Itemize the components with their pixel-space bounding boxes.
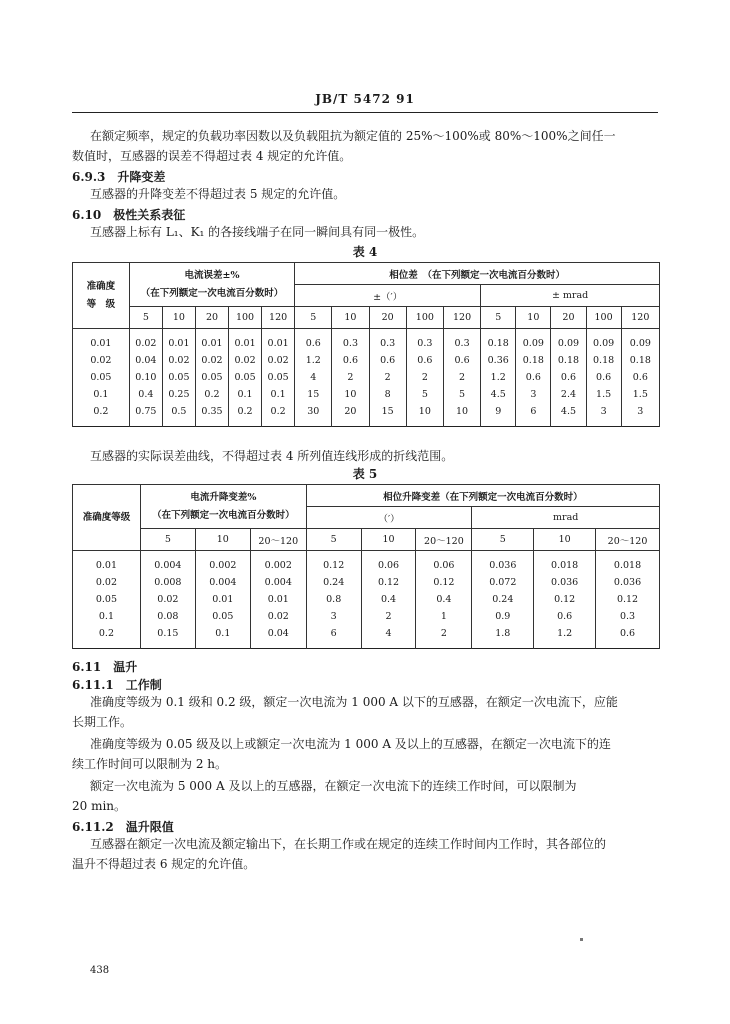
value-cell: 1.5 [621,386,659,403]
table-4-unit-mrad: ± mrad [481,285,660,307]
value-cell: 0.02 [129,329,162,353]
grade-cell: 0.01 [73,329,130,353]
paragraph-6-10: 互感器上标有 L₁、K₁ 的各接线端子在同一瞬间具有同一极性。 [90,225,425,239]
value-cell: 3 [586,403,621,427]
table5-mrad-percent-header: 10 [534,529,596,551]
value-cell: 0.004 [140,551,195,575]
value-cell: 0.8 [306,591,361,608]
value-cell: 0.18 [586,352,621,369]
value-cell: 0.06 [361,551,416,575]
paragraph-6-11-2-line-2: 温升不得超过表 6 规定的允许值。 [72,857,256,871]
grade-cell: 0.2 [73,403,130,427]
table-4-grade-header [73,263,130,329]
table-4-grade-label-2: 等 级 [86,298,116,310]
table4-min-percent-header: 5 [295,307,332,329]
value-cell: 10 [332,386,369,403]
table4-mrad-percent-header: 10 [516,307,551,329]
table5-mrad-percent-header: 5 [472,529,534,551]
value-cell: 0.02 [140,591,195,608]
value-cell: 0.3 [406,329,443,353]
value-cell: 1.8 [472,625,534,649]
value-cell: 6 [306,625,361,649]
value-cell: 0.35 [195,403,228,427]
value-cell: 0.1 [262,386,295,403]
value-cell: 0.6 [295,329,332,353]
document-header: JB/T 5472 91 [315,92,415,106]
paragraph-6-11-1-line-1: 准确度等级为 0.1 级和 0.2 级，额定一次电流为 1 000 A 以下的互感器，在额定一次电流下，应能 [90,695,618,709]
table-row [73,329,660,353]
value-cell: 0.072 [472,574,534,591]
table4-cur-percent-header: 120 [262,307,295,329]
table4-mrad-percent-header: 5 [481,307,516,329]
heading-6-11-1: 6.11.1 工作制 [72,678,162,692]
value-cell: 0.18 [516,352,551,369]
value-cell: 2 [416,625,472,649]
value-cell: 0.3 [332,329,369,353]
value-cell: 0.4 [416,591,472,608]
value-cell: 4 [295,369,332,386]
value-cell: 3 [621,403,659,427]
value-cell: 0.2 [195,386,228,403]
value-cell: 0.01 [262,329,295,353]
value-cell: 0.01 [195,591,250,608]
table-4-current-error-header [129,263,294,307]
value-cell: 8 [369,386,406,403]
table-5 [72,484,660,649]
value-cell: 0.3 [369,329,406,353]
table-row [73,369,660,386]
value-cell: 0.05 [262,369,295,386]
value-cell: 0.05 [195,608,250,625]
value-cell: 0.3 [596,608,660,625]
value-cell: 0.18 [621,352,659,369]
table4-min-percent-header: 100 [406,307,443,329]
value-cell: 2.4 [551,386,586,403]
value-cell: 0.3 [443,329,480,353]
value-cell: 2 [369,369,406,386]
table-row [73,403,660,427]
value-cell: 0.12 [416,574,472,591]
table-5-phase-header: 相位升降变差（在下列额定一次电流百分数时） [306,485,659,507]
value-cell: 1.2 [534,625,596,649]
value-cell: 0.1 [229,386,262,403]
value-cell: 0.6 [551,369,586,386]
table5-cur-percent-header: 5 [140,529,195,551]
paragraph-6-11-1-line-5: 额定一次电流为 5 000 A 及以上的互感器，在额定一次电流下的连续工作时间，可以限制为 [90,779,577,793]
value-cell: 0.6 [534,608,596,625]
value-cell: 0.12 [534,591,596,608]
table4-min-percent-header: 120 [443,307,480,329]
table4-mrad-percent-header: 120 [621,307,659,329]
paragraph-error-curve: 互感器的实际误差曲线，不得超过表 4 所列值连线形成的折线范围。 [90,449,454,463]
value-cell: 1.5 [586,386,621,403]
value-cell: 0.02 [262,352,295,369]
value-cell: 0.06 [416,551,472,575]
table5-min-percent-header: 10 [361,529,416,551]
value-cell: 5 [443,386,480,403]
table-4-caption: 表 4 [352,245,378,259]
value-cell: 2 [332,369,369,386]
value-cell: 9 [481,403,516,427]
table-row [73,352,660,369]
paragraph-load-line-1: 在额定频率，规定的负载功率因数以及负载阻抗为额定值的 25%～100%或 80%～100%之间任一 [90,129,616,143]
value-cell: 0.004 [195,574,250,591]
value-cell: 0.18 [481,329,516,353]
value-cell: 0.75 [129,403,162,427]
value-cell: 10 [406,403,443,427]
value-cell: 0.6 [516,369,551,386]
table-4-current-title: 电流误差±% [184,269,240,281]
value-cell: 6 [516,403,551,427]
value-cell: 0.6 [332,352,369,369]
value-cell: 0.09 [621,329,659,353]
table4-cur-percent-header: 20 [195,307,228,329]
value-cell: 0.036 [534,574,596,591]
value-cell: 0.01 [162,329,195,353]
grade-cell: 0.1 [73,386,130,403]
table4-cur-percent-header: 100 [229,307,262,329]
paragraph-6-11-1-line-6: 20 min。 [72,799,127,813]
heading-6-11-2: 6.11.2 温升限值 [72,820,174,834]
table4-cur-percent-header: 5 [129,307,162,329]
value-cell: 2 [361,608,416,625]
value-cell: 0.002 [195,551,250,575]
grade-cell: 0.05 [73,591,141,608]
heading-6-9-3: 6.9.3 升降变差 [72,170,166,184]
value-cell: 1.2 [481,369,516,386]
paragraph-6-11-2-line-1: 互感器在额定一次电流及额定输出下，在长期工作或在规定的连续工作时间内工作时，其各部位的 [90,837,607,851]
value-cell: 3 [306,608,361,625]
value-cell: 0.02 [162,352,195,369]
table-5-caption: 表 5 [352,467,378,481]
table-5-current-header [140,485,306,529]
value-cell: 0.36 [481,352,516,369]
table4-mrad-percent-header: 20 [551,307,586,329]
table-row [73,591,660,608]
table-row [73,386,660,403]
heading-6-10: 6.10 极性关系表征 [72,208,186,222]
table-4-grade-label-1: 准确度 [86,280,116,292]
value-cell: 0.12 [596,591,660,608]
page-number: 438 [90,965,110,976]
grade-cell: 0.2 [73,625,141,649]
value-cell: 0.01 [195,329,228,353]
paragraph-load-line-2: 数值时，互感器的误差不得超过表 4 规定的允许值。 [72,149,352,163]
value-cell: 1 [416,608,472,625]
value-cell: 2 [443,369,480,386]
value-cell: 0.04 [250,625,306,649]
table-4-unit-minutes: ±（′） [295,285,481,307]
value-cell: 0.18 [551,352,586,369]
value-cell: 0.04 [129,352,162,369]
value-cell: 0.1 [195,625,250,649]
value-cell: 0.002 [250,551,306,575]
table-row [73,608,660,625]
value-cell: 2 [406,369,443,386]
table4-min-percent-header: 10 [332,307,369,329]
value-cell: 0.24 [472,591,534,608]
header-rule [72,112,658,113]
value-cell: 5 [406,386,443,403]
value-cell: 0.01 [250,591,306,608]
value-cell: 0.05 [195,369,228,386]
table-4-current-subtitle: （在下列额定一次电流百分数时） [140,287,284,299]
paragraph-6-9-3: 互感器的升降变差不得超过表 5 规定的允许值。 [90,187,346,201]
value-cell: 0.036 [472,551,534,575]
table-4-phase-header: 相位差 （在下列额定一次电流百分数时） [295,263,660,285]
value-cell: 4 [361,625,416,649]
value-cell: 0.02 [229,352,262,369]
value-cell: 10 [443,403,480,427]
paragraph-6-11-1-line-3: 准确度等级为 0.05 级及以上或额定一次电流为 1 000 A 及以上的互感器，在额定一次电流下的连 [90,737,611,751]
value-cell: 0.6 [596,625,660,649]
value-cell: 0.6 [406,352,443,369]
grade-cell: 0.1 [73,608,141,625]
table5-min-percent-header: 5 [306,529,361,551]
value-cell: 30 [295,403,332,427]
value-cell: 0.12 [306,551,361,575]
value-cell: 20 [332,403,369,427]
grade-cell: 0.02 [73,352,130,369]
value-cell: 0.08 [140,608,195,625]
value-cell: 4.5 [551,403,586,427]
value-cell: 4.5 [481,386,516,403]
table5-min-percent-header: 20～120 [416,529,472,551]
table-row [73,574,660,591]
value-cell: 0.15 [140,625,195,649]
value-cell: 0.004 [250,574,306,591]
table-row [73,625,660,649]
value-cell: 0.2 [262,403,295,427]
grade-cell: 0.01 [73,551,141,575]
table5-cur-percent-header: 20～120 [250,529,306,551]
table4-mrad-percent-header: 100 [586,307,621,329]
heading-6-11: 6.11 温升 [72,660,138,674]
value-cell: 0.12 [361,574,416,591]
table-4 [72,262,660,427]
value-cell: 0.008 [140,574,195,591]
table-5-grade-header: 准确度等级 [73,485,141,551]
value-cell: 0.036 [596,574,660,591]
table4-cur-percent-header: 10 [162,307,195,329]
value-cell: 0.05 [229,369,262,386]
scan-mark [580,938,583,941]
value-cell: 0.25 [162,386,195,403]
table-5-unit-mrad: mrad [472,507,660,529]
value-cell: 0.09 [586,329,621,353]
table-row [73,551,660,575]
paragraph-6-11-1-line-4: 续工作时间可以限制为 2 h。 [72,757,227,771]
value-cell: 0.018 [534,551,596,575]
value-cell: 1.2 [295,352,332,369]
paragraph-6-11-1-line-2: 长期工作。 [72,715,133,729]
value-cell: 0.9 [472,608,534,625]
value-cell: 0.6 [443,352,480,369]
value-cell: 0.10 [129,369,162,386]
grade-cell: 0.02 [73,574,141,591]
value-cell: 0.09 [551,329,586,353]
value-cell: 15 [369,403,406,427]
value-cell: 0.05 [162,369,195,386]
table5-cur-percent-header: 10 [195,529,250,551]
value-cell: 3 [516,386,551,403]
value-cell: 15 [295,386,332,403]
table-5-unit-minutes: （′） [306,507,472,529]
value-cell: 0.02 [250,608,306,625]
value-cell: 0.4 [361,591,416,608]
table4-min-percent-header: 20 [369,307,406,329]
value-cell: 0.02 [195,352,228,369]
grade-cell: 0.05 [73,369,130,386]
table-5-current-subtitle: （在下列额定一次电流百分数时） [152,509,295,521]
value-cell: 0.018 [596,551,660,575]
table-5-current-title: 电流升降变差% [190,491,257,503]
value-cell: 0.2 [229,403,262,427]
value-cell: 0.6 [621,369,659,386]
value-cell: 0.5 [162,403,195,427]
value-cell: 0.6 [586,369,621,386]
table5-mrad-percent-header: 20～120 [596,529,660,551]
value-cell: 0.6 [369,352,406,369]
value-cell: 0.01 [229,329,262,353]
value-cell: 0.4 [129,386,162,403]
value-cell: 0.09 [516,329,551,353]
value-cell: 0.24 [306,574,361,591]
